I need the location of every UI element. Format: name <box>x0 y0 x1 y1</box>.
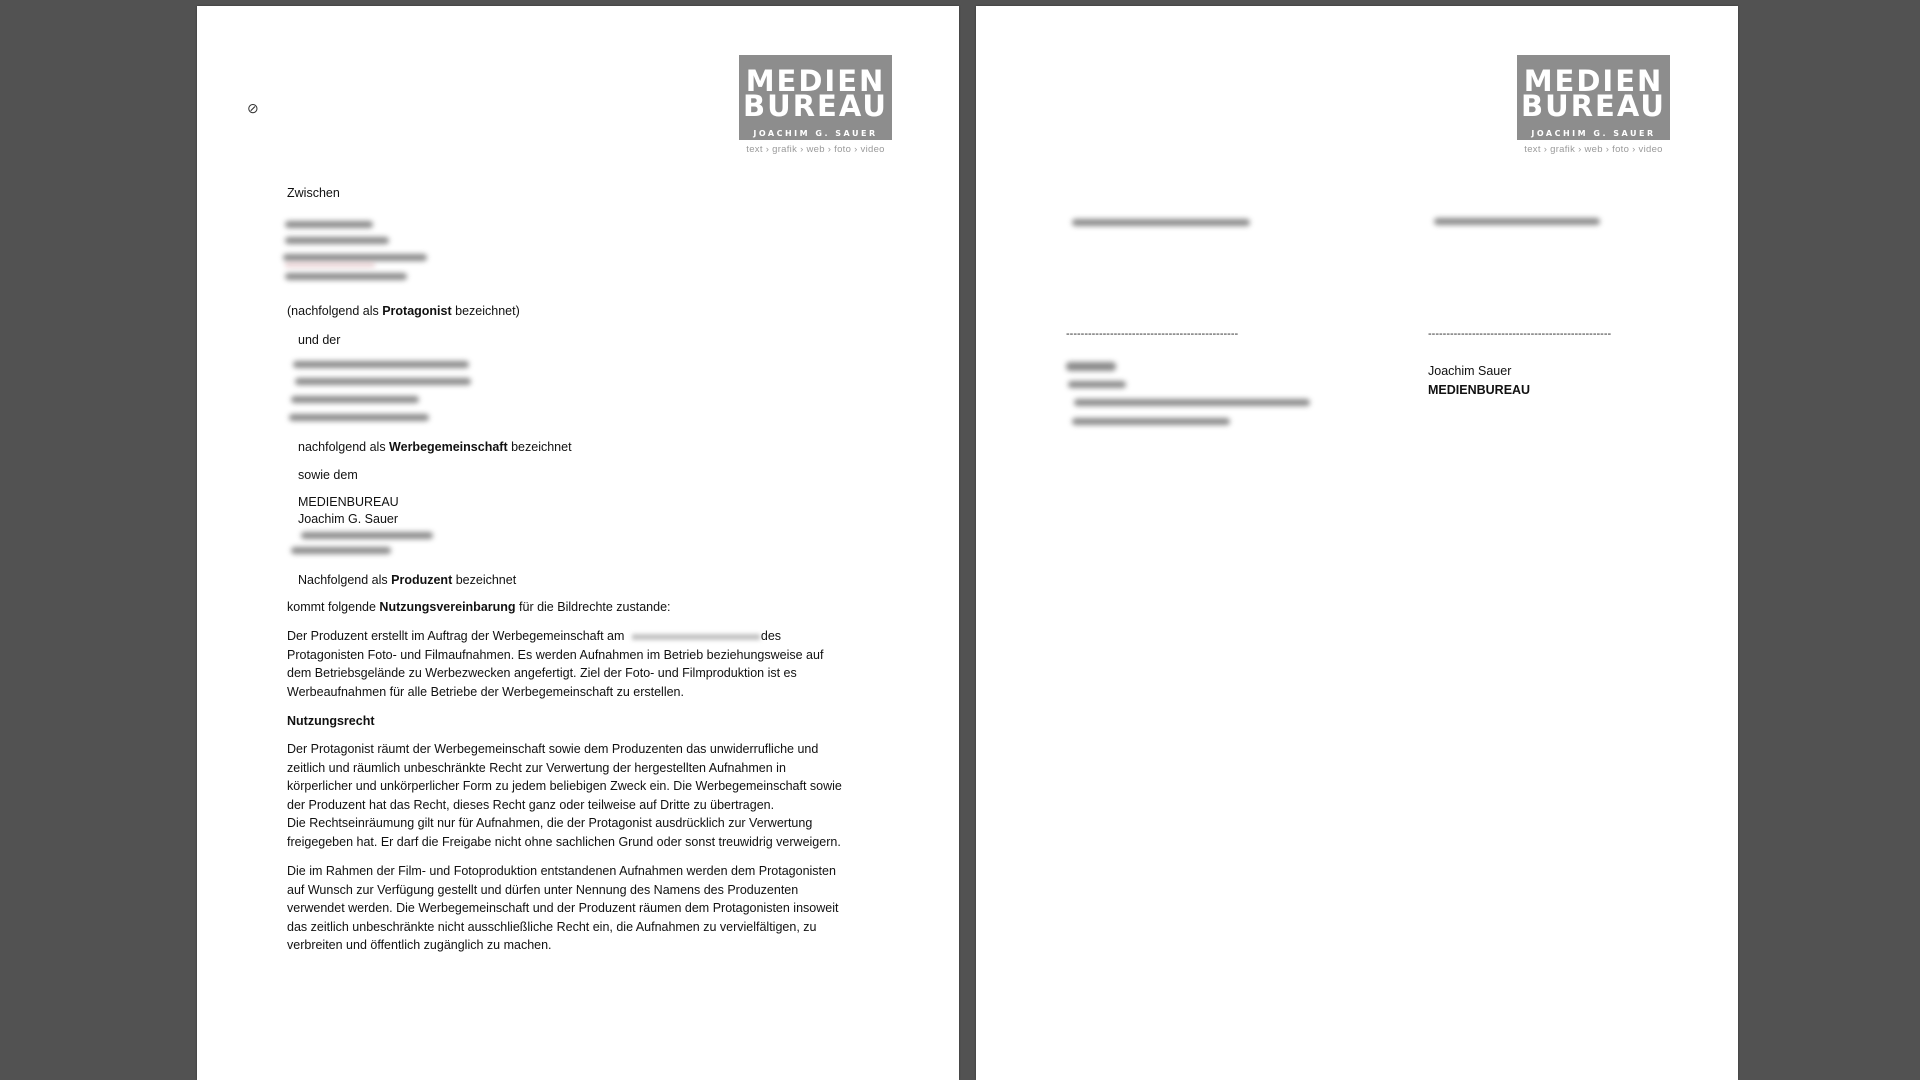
signature-line-left: ----------------------------------------------- <box>1066 328 1239 340</box>
logo-subtitle: JOACHIM G. SAUER <box>1531 129 1656 138</box>
redacted-line <box>291 547 391 554</box>
medienbureau-logo <box>1517 55 1670 155</box>
text-producer-name: MEDIENBUREAU <box>298 495 399 509</box>
redacted-line <box>1066 362 1116 371</box>
logo-line-1: MEDIEN <box>1523 64 1664 98</box>
redacted-line <box>295 378 471 385</box>
medienbureau-logo <box>739 55 892 155</box>
logo-subtitle: JOACHIM G. SAUER <box>753 129 878 138</box>
redacted-line <box>1074 399 1310 406</box>
redacted-line <box>289 414 429 421</box>
redacted-line <box>293 361 469 368</box>
redacted-line <box>285 263 375 267</box>
logo-tagline: text › grafik › web › foto › video <box>1524 144 1663 155</box>
redacted-place-date-left <box>1072 219 1250 226</box>
redacted-line <box>283 254 427 261</box>
redacted-line <box>1068 381 1126 388</box>
heading-nutzungsrecht: Nutzungsrecht <box>287 714 375 728</box>
edit-mark-icon: ⊘ <box>247 100 259 116</box>
redacted-line <box>1072 418 1230 425</box>
logo-line-2: BUREAU <box>743 89 888 123</box>
text-zwischen: Zwischen <box>287 186 340 200</box>
signature-line-right: -------------------------------------------------- <box>1428 328 1612 340</box>
document-page-1 <box>197 6 959 1080</box>
logo-line-2: BUREAU <box>1521 89 1666 123</box>
logo-line-1: MEDIEN <box>745 64 886 98</box>
document-page-2 <box>976 6 1738 1080</box>
text-producer-person: Joachim G. Sauer <box>298 512 399 526</box>
redacted-line <box>285 221 373 228</box>
redacted-place-date-right <box>1434 218 1600 225</box>
redacted-line <box>301 532 433 539</box>
signer-name: Joachim Sauer <box>1428 364 1512 378</box>
paragraph-production: Der Produzent erstellt im Auftrag der Werbegemeinschaft am des Protagonisten Foto- und Filmaufnahmen. Es werden Aufnahmen im Betrieb beziehungsweise auf dem Betriebsgelände zu Werbezwecken angefertigt. Ziel der Foto- und Filmproduktion ist es Werbeaufnahmen für alle Betriebe der Werbegemeinschaft zu erstellen. <box>287 629 824 699</box>
text-protagonist-definition: (nachfolgend als Protagonist bezeichnet) <box>287 304 520 318</box>
text-sowie-dem: sowie dem <box>298 468 358 482</box>
text-nutzungsvereinbarung-intro: kommt folgende Nutzungsvereinbarung für die Bildrechte zustande: <box>287 600 671 614</box>
paragraph-nutzungsrecht: Der Protagonist räumt der Werbegemeinschaft sowie dem Produzenten das unwiderrufliche und zeitlich und räumlich unbeschränkte Recht zur Verwertung der hergestellten Aufnahmen in körperlicher und unkörperlicher Form zu jedem beliebigen Zweck ein. Die Werbegemeinschaft sowie der Produzent hat das Recht, dieses Recht ganz oder teilweise auf Dritte zu übertragen. Die Rechtseinräumung gilt nur für Aufnahmen, die der Protagonist ausdrücklich zur Verwertung freigegeben hat. Er darf die Freigabe nicht ohne sachlichen Grund oder sonst treuwidrig verweigern. <box>287 742 842 849</box>
text-werbegemeinschaft-definition: nachfolgend als Werbegemeinschaft bezeichnet <box>298 440 572 454</box>
text-produzent-definition: Nachfolgend als Produzent bezeichnet <box>298 573 517 587</box>
paragraph-protagonist-rights: Die im Rahmen der Film- und Fotoproduktion entstandenen Aufnahmen werden dem Protagonisten auf Wunsch zur Verfügung gestellt und dürfen unter Nennung des Namens des Produzenten verwendet werden. Die Werbegemeinschaft und der Produzent räumen dem Protagonisten insoweit das zeitlich unbeschränkte nicht ausschließliche Recht ein, die Aufnahmen zu vervielfältigen, zu verbreiten und öffentlich zugänglich zu machen. <box>287 864 839 953</box>
logo-tagline: text › grafik › web › foto › video <box>746 144 885 155</box>
redacted-date <box>632 634 760 640</box>
text-und-der: und der <box>298 333 341 347</box>
redacted-line <box>285 237 389 244</box>
signer-company: MEDIENBUREAU <box>1428 383 1531 397</box>
redacted-line <box>291 396 419 403</box>
redacted-line <box>285 273 407 280</box>
